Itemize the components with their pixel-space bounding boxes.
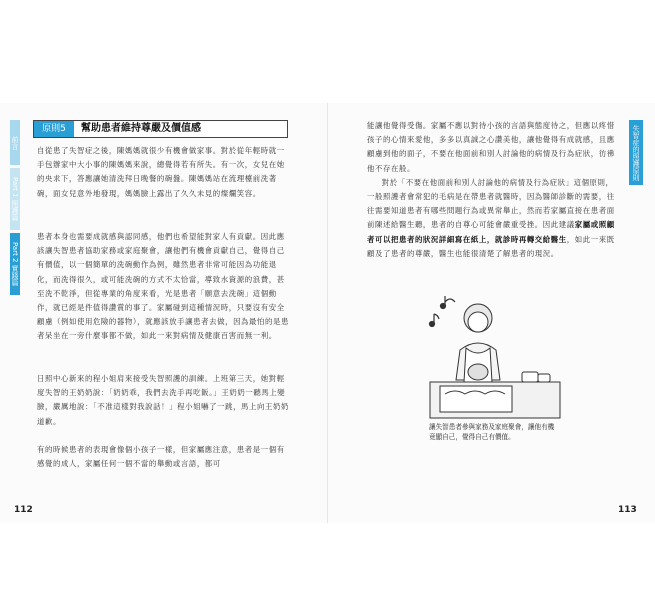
page-gutter xyxy=(327,103,328,523)
left-paragraph-1: 自從患了失智症之後，陳媽媽就很少有機會做家事。對於從年輕時就一手包辦家中大小事的陳媽媽來說，總覺得若有所失。有一次，女兒在她的央求下，答應讓她清洗拜日晚餐的碗盤。陳媽媽站在流理檯前洗著碗，面女兒意外地發現，媽媽臉上露出了久久未見的燦爛笑容。 xyxy=(37,146,285,198)
left-paragraph-2: 患者本身也需要成就感與認同感，他們也希望能對家人有貢獻。因此應該讓失智患者協助家務或家庭聚會，讓他們有機會貢獻自己，覺得自己有價值，以一個簡單的洗碗動作為例，雖然患者非常可能因為功能退化，而洗得很久，或可能洗碗的方式不太恰當，導致水資源的浪費，甚至洗不乾淨，但從專業的角度來看，光是患者「願意去洗碗」這個動作，就已經是件值得讚賞的事了。家屬碰到這種情況時，只要沒有安全顧慮（例如使用危險的器物），就應該放手讓患者去做，因為最怕的是患者呆坐在一旁什麼事都不做，如此一來對病情及健康百害而無一利。 xyxy=(37,232,290,341)
page-number-left: 112 xyxy=(14,505,33,515)
dishwashing-illustration xyxy=(410,290,570,420)
right-paragraph-2 xyxy=(367,176,621,261)
page-number-right: 113 xyxy=(618,505,637,515)
principle-header xyxy=(33,120,288,138)
tab-preface: 前言 xyxy=(10,120,20,165)
left-paragraph-4: 有的時候患者的表現會像個小孩子一樣，但家屬應注意，患者是一個有感覺的成人，家屬任何一個不當的舉動或言語，都可 xyxy=(37,445,285,469)
right-paragraph-1: 能讓他覺得受傷。家屬不應以對待小孩的言語與態度待之，但應以疼惜孩子的心情來愛他，多多以真誠之心讚美他，讓他覺得有成就感，且應顧慮到他的面子，不要在他面前和別人討論他的病情及行為症狀，彷彿他不存在般。 xyxy=(367,121,615,173)
principle-label: 原則5 xyxy=(34,121,74,137)
tab-part2: Part 2 實踐篇 xyxy=(10,233,20,295)
elderly-woman-figure xyxy=(456,304,500,382)
music-note-icon xyxy=(441,296,456,309)
illustration-caption: 讓失智患者參與家務及家庭聚會，讓他有機竟顯自己，覺得自己有價值。 xyxy=(429,423,555,441)
left-paragraph-3: 日照中心新來的程小姐肩來接受失智照護的訓練。上班第三天，她對輕度失智的王奶奶說：「奶奶乖，我們去洗手再吃飯。」王奶奶一聽馬上變臉，嚴厲地說：「不准這樣對我說話！」程小姐嚇了一跳，馬上向王奶奶道歉。 xyxy=(37,374,290,426)
right-paragraph-2-end: ，如此一來既顧及了患者的尊嚴，醫生也能很清楚了解患者的現況。 xyxy=(367,234,615,258)
music-note-icon xyxy=(430,314,440,327)
right-text-block xyxy=(367,119,621,261)
tab-part1: Part 1 照護篇 xyxy=(10,168,20,230)
right-paragraph-2-start: 對於「不要在他面前和別人討論他的病情及行為症狀」這個原則，一般照護者會常犯的毛病是在帶患者就醫時，因為醫師診斷的需要，往往需要知道患者有哪些問題行為或異常舉止，然而若家屬直接在患者面前陳述給醫生聽，患者的自尊心可能會嚴重受挫。因此建議 xyxy=(367,177,615,230)
right-side-tab: 失智症的照護原則 xyxy=(629,120,643,185)
principle-title: 幫助患者維持尊嚴及價值感 xyxy=(81,123,201,134)
highlighted-advice: 家屬或照顧者可以把患者的狀況詳細寫在紙上，就診時再轉交給醫生 xyxy=(367,220,615,244)
